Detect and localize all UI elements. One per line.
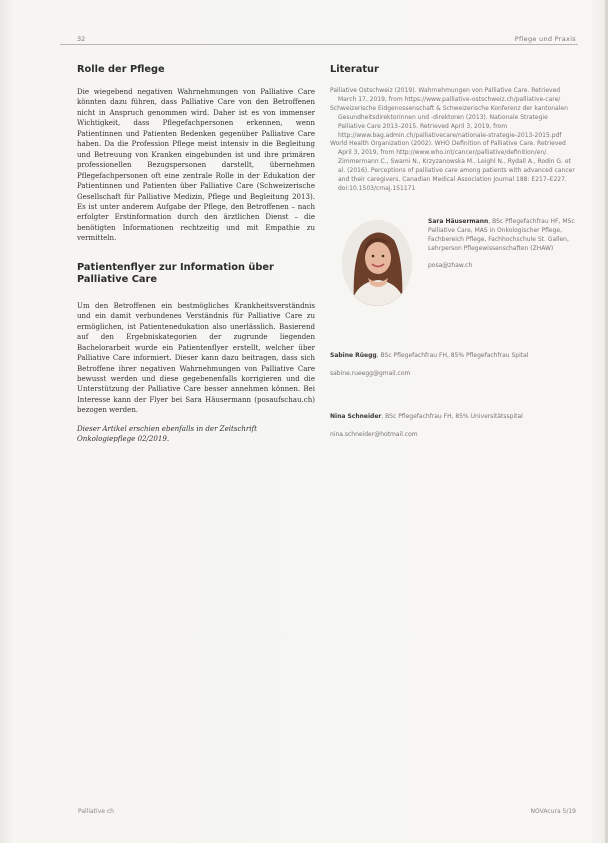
literature-item: Palliative Ostschweiz (2019). Wahrnehmungen von Palliative Care. Retrieved March 17, 2019, from https://www.palliative-ostschweiz.ch/palliative-care/ (330, 87, 561, 103)
rolle-paragraph: Die wiegebend negativen Wahrnehmungen von Palliative Care könnten dazu führen, dass Palliative Care von den Betroffenen nicht in Anspruch genommen wird. Daher ist es von immenser Wichtigkeit, dass Pflegefachpersonen erkennen, wenn Patientinnen und Patienten Bedenken gegenüber Palliative Care haben. Da die Profession Pflege meist intensiv in die Begleitung und Betreuung von Kranken eingebunden ist und ihre primären professionellen Bezugspersonen darstellt, übernehmen Pflegefachpersonen oft eine zentrale Rolle in der Edukation der Patientinnen und Patienten über Palliative Care (Schweizerische Gesellschaft für Palliative Medizin, Pflege und Begleitung 2013). Es ist unter anderem Aufgabe der Pflege, den Betroffenen – nach erfolgter Erstinformation durch den ärztlichen Dienst – die benötigten Informationen rechtzeitig und mit Empathie zu vermitteln. (77, 87, 315, 243)
author-name: Sara Häusermann (428, 217, 489, 225)
coauthor-line (330, 352, 576, 361)
author-line (428, 218, 576, 254)
author-email: posa@zhaw.ch (428, 261, 473, 269)
section-title-rolle: Rolle der Pflege (77, 64, 165, 75)
right-column (330, 64, 576, 440)
coauthor-name: Sabine Rüegg (330, 351, 377, 359)
coauthor-nina (330, 413, 576, 440)
section-title-flyer: Patientenflyer zur Information über Palliative Care (77, 261, 274, 285)
coauthor-email: sabine.rueegg@gmail.com (330, 369, 411, 377)
footer-left: Palliative ch (78, 808, 114, 815)
literature-item: Schweizerische Eidgenossenschaft & Schweizerische Konferenz der kantonalen Gesundheitsdirektorinnen und -direktoren (2013). Nationale Strategie Palliative Care 2013–2015. Retrieved April 3, 2019, from http://www.bag.admin.ch/palliativecare/nationale-strategie-2013-2015.pdf (330, 104, 568, 139)
flyer-body (77, 301, 315, 416)
coauthor-line (330, 413, 576, 422)
rolle-body (77, 87, 315, 244)
author-portrait (342, 220, 412, 306)
footer-right: NOVAcura 5/19 (530, 808, 576, 815)
coauthor-name: Nina Schneider (330, 412, 382, 420)
left-column (77, 64, 315, 445)
publication-note: Dieser Artikel erschien ebenfalls in der Zeitschrift Onkologiepflege 02/2019. (77, 423, 257, 444)
literature-list (330, 87, 576, 194)
coauthor-sabine (330, 352, 576, 379)
literature-title: Literatur (330, 64, 379, 75)
coauthor-description: , BSc Pflegefachfrau FH, 85% Universitätsspital (381, 412, 523, 420)
coauthor-email: nina.schneider@hotmail.com (330, 430, 418, 438)
page-number: 32 (77, 35, 86, 43)
page-header (60, 33, 578, 45)
coauthor-description: , BSc Pflegefachfrau FH, 85% Pflegefachfrau Spital (376, 351, 529, 359)
author-description: , BSc Pflegefachfrau HF, MSc Palliative Care, MAS in Onkologischer Pflege, Fachbereich Pflege, Fachhochschule St. Gallen, Lehrperson Pflegewissenschaften (ZHAW) (428, 217, 575, 252)
author-info (428, 218, 576, 271)
flyer-paragraph: Um den Betroffenen ein bestmögliches Krankheitsverständnis und ein damit verbundenes Verständnis für Palliative Care zu ermöglichen, ist Patientenedukation also unerlässlich. Basierend auf den Ergebniskategorien der zugrunde liegenden Bachelorarbeit wurde ein Patientenflyer erstellt, welcher über Palliative Care informiert. Dieser kann dazu beitragen, dass sich Betroffene ihrer negativen Wahrnehmungen von Palliative Care bewusst werden und diese gegebenenfalls korrigieren und die Unterstützung der Palliative Care besser annehmen können. Bei Interesse kann der Flyer bei Sara Häusermann (posaufschau.ch) bezogen werden. (77, 300, 315, 415)
author-photo (342, 220, 412, 306)
section-rubric: Pflege und Praxis (514, 35, 576, 43)
literature-item: World Health Organization (2002). WHO Definition of Palliative Care. Retrieved April 3, 2019, from http://www.who.int/cancer/palliative/definition/en/. Zimmermann C., Swami N., Krzyzanowska M., Leighl N., Rydall A., Rodin G. et al. (2016). Perceptions of palliative care among patients with advanced cancer and their caregivers. Canadian Medical Association Journal 188: E217–E227. doi:10.1503/cmaj.151171 (330, 140, 575, 192)
author-box (330, 218, 576, 314)
